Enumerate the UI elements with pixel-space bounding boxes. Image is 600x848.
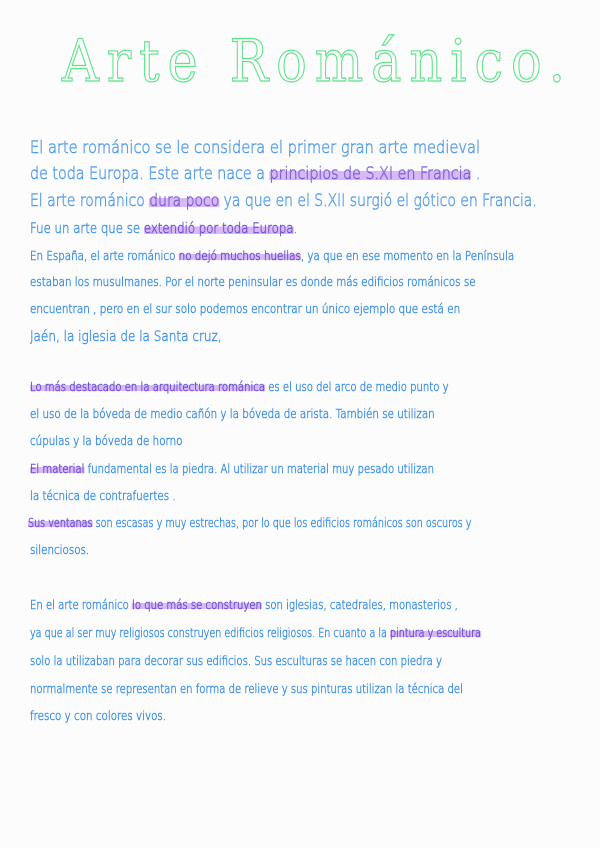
highlighted-text: Lo más destacado en la arquitectura románica [30, 380, 266, 394]
highlighted-text: pintura y escultura [390, 626, 481, 640]
text-line [30, 463, 434, 475]
text-line [30, 627, 481, 639]
text: estaban los musulmanes. Por el norte peninsular es donde más edificios románicos se [30, 275, 476, 289]
text-line [30, 193, 537, 210]
text: Fue un arte que se [30, 221, 144, 237]
text: son iglesias, catedrales, monasterios , [261, 598, 458, 612]
text: . [293, 221, 298, 237]
text: El arte románico se le considera el primer gran arte medieval [30, 138, 481, 158]
text: , ya que en ese momento en la Península [300, 249, 515, 263]
text: Jaén, la iglesia de la Santa cruz, [30, 329, 222, 345]
highlighted-text: principios de S.XI en Francia [269, 164, 472, 184]
text: la técnica de contrafuertes . [30, 489, 176, 503]
text-line [30, 599, 458, 611]
text: fresco y con colores vivos. [30, 709, 167, 723]
text: de toda Europa. Este arte nace a [30, 164, 270, 184]
text-line [30, 683, 463, 695]
text-line [30, 381, 449, 393]
text: cúpulas y la bóveda de horno [30, 434, 183, 448]
text: es el uso del arco de medio punto y [265, 380, 449, 394]
text-line [30, 276, 476, 288]
text: solo la utilizaban para decorar sus edificios. Sus esculturas se hacen con piedra y [30, 654, 442, 668]
text: el uso de la bóveda de medio cañón y la bóveda de arista. También se utilizan [30, 407, 435, 421]
text-line [28, 517, 471, 529]
text: encuentran , pero en el sur solo podemos encontrar un único ejemplo que está en [30, 302, 461, 316]
text: En España, el arte románico [30, 249, 179, 263]
text-line [30, 408, 435, 420]
text: silenciosos. [30, 543, 90, 557]
text-line [30, 435, 182, 447]
text-line [30, 655, 442, 667]
text: normalmente se representan en forma de relieve y sus pinturas utilizan la técnica del [30, 682, 463, 696]
text-line [30, 710, 166, 722]
highlighted-text: extendió por toda Europa [143, 221, 294, 237]
text: El arte románico [30, 191, 150, 211]
text-line [30, 222, 297, 236]
text: son escasas y muy estrechas, por lo que los edificios románicos son oscuros y [92, 516, 472, 530]
text-line [30, 544, 89, 556]
text: fundamental es la piedra. Al utilizar un material muy pesado utilizan [84, 462, 434, 476]
text: En el arte románico [30, 598, 133, 612]
highlighted-text: no dejó muchos huellas [178, 249, 301, 263]
text-line [30, 490, 176, 502]
text-line [30, 303, 460, 315]
page-title: Arte Románico. [62, 27, 573, 95]
highlighted-text: Sus ventanas [28, 516, 93, 530]
text: . [471, 164, 481, 184]
text: ya que en el S.XII surgió el gótico en Francia. [219, 191, 537, 211]
highlighted-text: dura poco [149, 191, 220, 211]
highlighted-text: lo que más se construyen [132, 598, 262, 612]
text-line [30, 166, 480, 183]
text-line [30, 250, 514, 262]
text: ya que al ser muy religiosos construyen edificios religiosos. En cuanto a la [30, 626, 390, 640]
text-line [30, 140, 480, 157]
text-line [30, 330, 222, 344]
highlighted-text: El material [30, 462, 85, 476]
